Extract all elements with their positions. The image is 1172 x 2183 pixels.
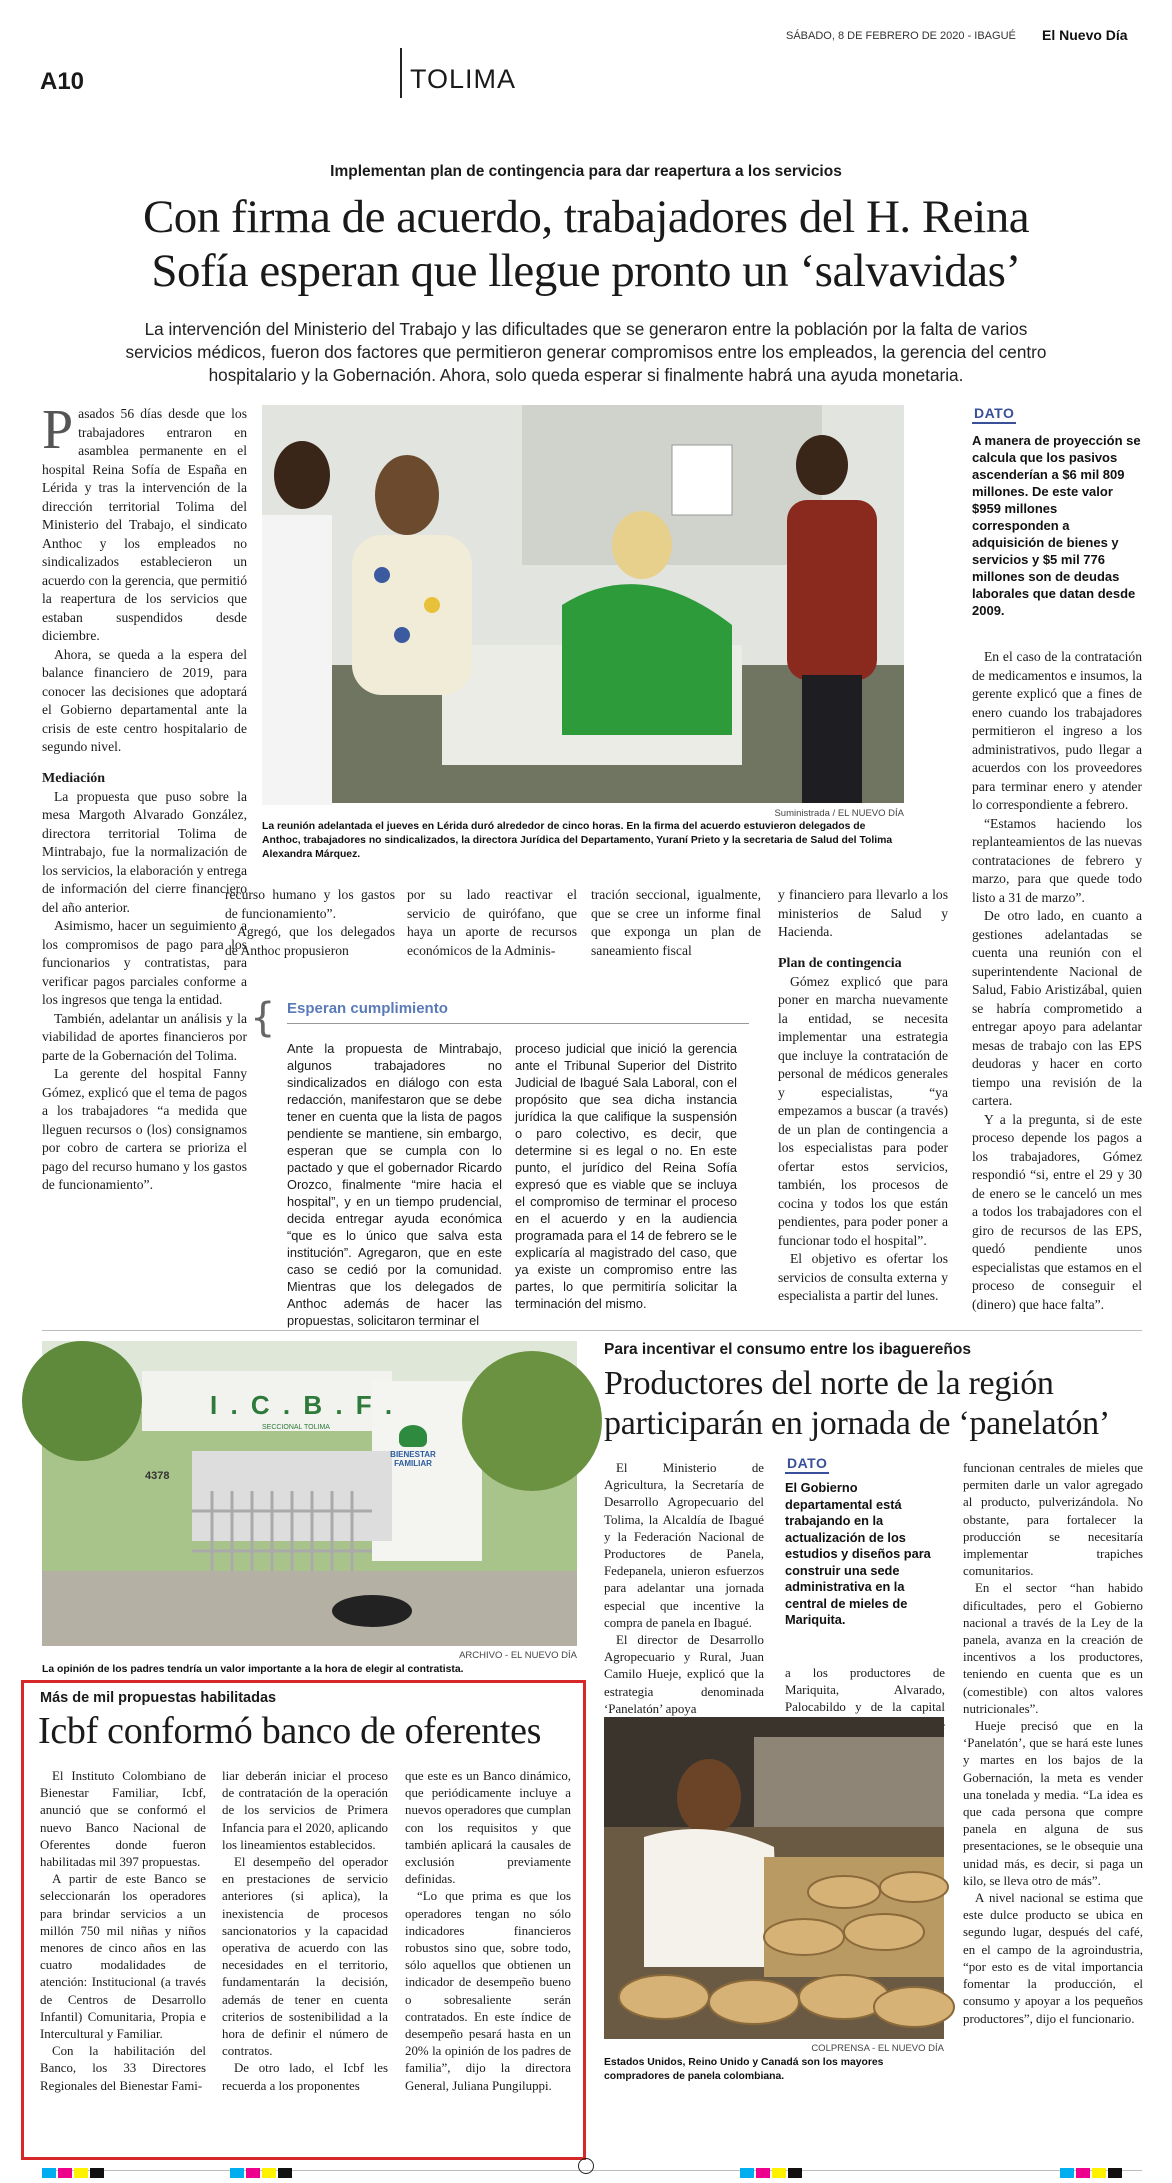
- dato-text: A manera de proyección se calcula que los pasivos ascenderían a $6 mil 809 millones. De este valor $959 millones corresponden a adquisición de bienes y servicios y $5 mil 776 millones son de deudas laborales que datan desde 2009.: [972, 433, 1141, 618]
- main-col-6: En el caso de la contratación de medicamentos e insumos, la gerente explicó que a fines de enero cuando los trabajadores permitieron el ingreso a los administrativos, pudo llegar a acuerdos con los proveedores para terminar enero y atender lo correspondiente a febrero. “Estamos haciendo los replanteamientos de las nuevas contrataciones de febrero y marzo, para que quede todo listo a 31 de marzo”. De otro lado, en cuanto a gestiones adelantadas se cuenta una reunión con el superintendente Nacional de Salud, Fabio Aristizábal, quien se habría comprometido a entregar apoyo para adelantar mesas de trabajo con las EPS deudoras y hacer en corto tiempo una revisión de la cartera. Y a la pregunta, si de este proceso depende los pagos a los trabajadores, Gómez respondió “si, entre el 29 y 30 de enero se le canceló un mes a todos los trabajadores con el giro de recursos de las EPS, quedó pendiente unos especialistas que estamos en el proceso de conseguir el (dinero) que hace falta”.: [972, 649, 1142, 1312]
- panela-photo-credit: COLPRENSA - EL NUEVO DÍA: [811, 2043, 944, 2054]
- icbf-sign-sub: SECCIONAL TOLIMA: [262, 1424, 330, 1431]
- main-col-3: por su lado reactivar el servicio de quirófano, que haya un aporte de recursos económicos de la Adminis-: [407, 887, 577, 958]
- sidebox-title: Esperan cumplimiento: [287, 1000, 448, 1017]
- panela-kicker: Para incentivar el consumo entre los ibaguereños: [604, 1341, 971, 1358]
- icbf-building-photo: [42, 1341, 577, 1646]
- panela-col-3: funcionan centrales de mieles que permiten darle un valor agregado al producto, pulverizándola. No obstante, para fortalecer la producción se necesitaría implementar trapiches comunitarios. En el sector “han habido dificultades, pero el Gobierno nacional a través de la Ley de la panela, avanza en la creación de incentivos a los productores, teniendo en cuenta que es un (comestible) con altos valores nutricionales”. Hueje precisó que en la ‘Panelatón’, que se hará este lunes y martes en los bajos de la Gobernación, la meta es vender una tonelada y media. “La idea es que cada persona que compre panela en alguna de sus presentaciones, se le obsequie una unidad más, es decir, si paga un kilo, se lleva otro de más”. A nivel nacional se estima que este dulce producto se ubica en segundo lugar, después del café, en el campo de la agroindustria, “por esto es de vital importancia fomentar la producción, el consumo y apoyar a los pequeños productores”, dijo el funcionario.: [963, 1461, 1143, 2026]
- color-registration-center-right: [740, 2165, 804, 2183]
- registration-mark: [578, 2158, 594, 2174]
- dato-box: [972, 405, 1142, 619]
- panela-dato-text: El Gobierno departamental está trabajando en la actualización de los estudios y diseños para construir una sede administrativa en la central de mieles de Mariquita.: [785, 1480, 931, 1627]
- main-col-5: y financiero para llevarlo a los ministerios de Salud y Hacienda. Plan de contingencia Gómez explicó que para poner en marcha nuevamente la entidad, se necesita implementar una estrategia que incluye la contratación de personal de médicos generales y especialistas, “ya empezamos a buscar (a través) de un plan de contingencia a los especialistas para poder ofertar estos servicios, también, los procesos de cocina y todos los que están pendientes, para poder poner a funcionar todo el hospital”. El objetivo es ofertar los servicios de consulta externa y especialista a partir del lunes.: [778, 887, 948, 1303]
- icbf-col-1: El Instituto Colombiano de Bienestar Familiar, Icbf, anunció que se conformó el nuevo Banco Nacional de Oferentes donde fueron habilitadas mil 397 propuestas. A partir de este Banco se seleccionarán los operadores para brindar servicios a un millón 750 mil niñas y niños menores de cinco años en las cuatro modalidades de atención: Institucional (a través de Centros de Desarrollo Infantil) Comunitaria, Propia e Intercultural y Familiar. Con la habilitación del Banco, los 33 Directores Regionales del Bienestar Fami-: [40, 1769, 206, 2093]
- main-headline: Con firma de acuerdo, trabajadores del H. Reina Sofía esperan que llegue pronto un ‘salvavidas’: [142, 191, 1030, 297]
- drop-cap: P: [42, 399, 74, 461]
- logo-icon: [399, 1425, 427, 1447]
- section-separator: [42, 1330, 1142, 1331]
- main-lead: La intervención del Ministerio del Trabajo y las dificultades que se generaron entre la población por la falta de varios servicios médicos, fueron dos factores que permitieron generar compromisos entre los empleados, la gerencia del centro hospitalario y la Gobernación. Ahora, solo queda esperar si finalmente habrá una ayuda monetaria.: [125, 319, 1047, 385]
- icbf-kicker: Más de mil propuestas habilitadas: [40, 1690, 277, 1706]
- main-col-1: Pasados 56 días desde que los trabajadores entraron en asamblea permanente en el hospital Reina Sofía de España en Lérida y tras la intervención de la dirección territorial Tolima del Ministerio del Trabajo, el sindicato Anthoc y los empleados no sindicalizados establecieron un acuerdo con la gerencia, que permitió la reapertura de los servicios que estaban suspendidos desde diciembre. Ahora, se queda a la espera del balance financiero de 2019, para conocer las decisiones que adoptará el Gobierno departamental ante la crisis de este centro hospitalario de segundo nivel. Mediación La propuesta que puso sobre la mesa Margoth Alvarado González, directora territorial Tolima de Mintrabajo, fue la normalización de los servicios, la elaboración y entrega de información del cierre financiero del año anterior. Asimismo, hacer un seguimiento a los compromisos de pago para los funcionarios y contratistas, para verificar pagos parciales conforme a los ingresos que tenga la entidad. También, adelantar un análisis y la viabilidad de aportes financieros por parte de la Gobernación del Tolima. La gerente del hospital Fanny Gómez, explicó que el tema de pagos a los trabajadores “a medida que lleguen recursos o (los) consignamos por cobro de cartera se prioriza el pago del recurso humano y los gastos de funcionamiento”.: [42, 399, 247, 1192]
- color-registration-right: [1060, 2165, 1124, 2183]
- subhead-plan: Plan de contingencia: [778, 955, 902, 971]
- building-number: 4378: [145, 1470, 170, 1482]
- icbf-photo-caption: La opinión de los padres tendría un valor importante a la hora de elegir al contratista.: [42, 1664, 464, 1675]
- photo-caption: La reunión adelantada el jueves en Lérida duró alrededor de cinco horas. En la firma del acuerdo estuvieron delegados de Anthoc, trabajadores no sindicalizados, la directora Jurídica del Departamento, Yuraní Prieto y la secretaria de Salud del Tolima Alexandra Márquez.: [262, 821, 893, 860]
- color-registration-left: [42, 2165, 106, 2183]
- dato-label: DATO: [972, 405, 1016, 424]
- sidebox-col-2: proceso judicial que inició la gerencia ante el Tribunal Superior del Distrito Judicial de Ibagué Sala Laboral, con el propósito que sea dicha instancia jurídica la que califique la suspensión o paro colectivo, es decir, que determine si es legal o no. En este punto, el jurídico del Reina Sofía expresó que es viable que se incluya el compromiso de terminar el proceso en el acuerdo y en la audiencia programada para el 14 de febrero se le explicaría al magistrado del caso, que ya existe un compromiso entre las partes, lo que permitiría solicitar la terminación del mismo.: [515, 1041, 737, 1311]
- icbf-sign: I . C . B . F .: [210, 1390, 396, 1420]
- panela-headline: Productores del norte de la región participarán en jornada de ‘panelatón’: [604, 1365, 1110, 1442]
- section-title: TOLIMA: [410, 64, 517, 94]
- icbf-headline: Icbf conformó banco de oferentes: [38, 1710, 542, 1752]
- icbf-col-3: que este es un Banco dinámico, que periódicamente incluye a nuevos operadores que cumplan con los requisitos y que también aplicará la causales de exclusión previamente definidas. “Lo que prima es que los operadores tengan no sólo indicadores financieros robustos sino que, sobre todo, sólo aquellos que obtienen un indicador de desempeño bueno o sobresaliente serán contratados. En este índice de desempeño pesará hasta en un 20% la opinión de los padres de familia”, dijo la directora General, Juliana Pungiluppi.: [405, 1769, 571, 2093]
- sidebox-brace: {: [250, 995, 276, 1041]
- subhead-mediacion: Mediación: [42, 770, 105, 786]
- panela-col-1: El Ministerio de Agricultura, la Secretaría de Desarrollo Agropecuario del Tolima, la Alcaldía de Ibagué y la Federación Nacional de Productores de Panela, Fedepanela, unieron esfuerzos para adelantar una jornada especial que incentive la compra de panela en Ibagué. El director de Desarrollo Agropecuario y Rural, Juan Camilo Hueje, explicó que la estrategia denominada ‘Panelatón’ apoya: [604, 1461, 764, 1716]
- section-divider: [400, 48, 402, 98]
- hospital-meeting-photo: [262, 405, 904, 803]
- page-number: A10: [40, 68, 85, 95]
- sidebox-rule: [287, 1023, 749, 1024]
- color-registration-center-left: [230, 2165, 294, 2183]
- date-line: SÁBADO, 8 DE FEBRERO DE 2020 - IBAGUÉ: [786, 30, 1016, 42]
- icbf-col-2: liar deberán iniciar el proceso de contratación de la operación de los servicios de Primera Infancia para el 2020, aplicando los lineamientos establecidos. El desempeño del operador en prestaciones de servicio anteriores (si aplica), la inexistencia de procesos sancionatorios y la capacidad operativa de acuerdo con las necesidades en el territorio, fundamentarán la decisión, además de tener en cuenta criterios de sostenibilidad a la hora de definir el número de contratos. De otro lado, el Icbf les recuerda a los proponentes: [222, 1769, 388, 2093]
- main-col-2: recurso humano y los gastos de funcionamiento”. Agregó, que los delegados de Anthoc propusieron: [225, 887, 395, 958]
- panela-dato-box: [785, 1455, 945, 1629]
- panela-photo-caption: Estados Unidos, Reino Unido y Canadá son los mayores compradores de panela colombiana.: [604, 2057, 884, 2082]
- main-kicker: Implementan plan de contingencia para dar reapertura a los servicios: [330, 163, 842, 180]
- brand-logo: El Nuevo Día: [1042, 27, 1128, 43]
- main-col-4: tración seccional, igualmente, que se cree un informe final que exponga un plan de saneamiento fiscal: [591, 887, 761, 958]
- sidebox-col-1: Ante la propuesta de Mintrabajo, algunos trabajadores no sindicalizados en diálogo con esta redacción, manifestaron que se debe tener en cuenta que la lista de pagos pendiente se mantiene, sin embargo, esperan que se cumpla con lo pactado y que el gobernador Ricardo Orozco, finalmente “mire hacia el hospital”, y en un tiempo prudencial, decida entregar ayuda económica “que es lo único que salva esta institución”. Agregaron, que en este caso se cedió por la comunidad. Mientras que los delegados de Anthoc además de hacer las propuestas, solicitaron terminar el: [287, 1041, 502, 1328]
- panela-dato-label: DATO: [785, 1455, 829, 1474]
- icbf-photo-credit: ARCHIVO - EL NUEVO DÍA: [459, 1650, 577, 1661]
- panela-col-2: a los productores de Mariquita, Alvarado, Palocabildo y de la capital: [785, 1666, 945, 1715]
- photo-credit: Suministrada / EL NUEVO DÍA: [774, 808, 904, 819]
- panela-worker-photo: [604, 1717, 944, 2039]
- bienestar-logo: BIENESTAR FAMILIAR: [378, 1425, 448, 1468]
